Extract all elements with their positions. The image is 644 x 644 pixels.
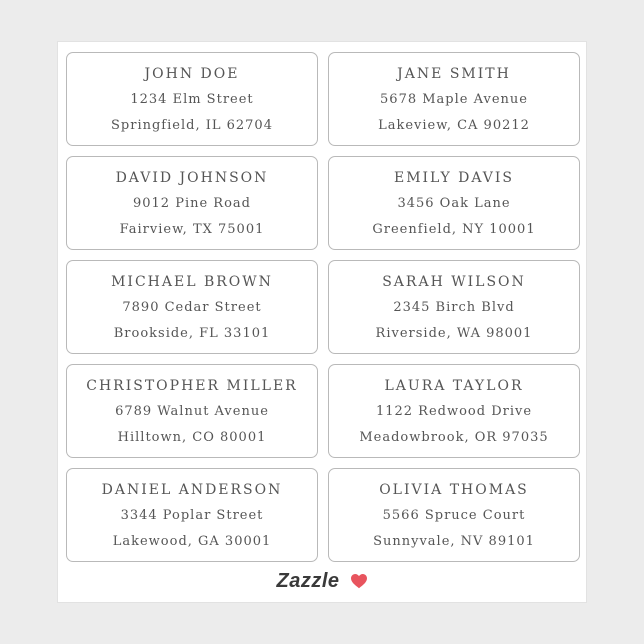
- zazzle-logo: Zazzle: [276, 570, 340, 592]
- label-city: Lakeview, CA 90212: [378, 118, 530, 133]
- label-grid: [66, 52, 580, 562]
- label-name: OLIVIA THOMAS: [379, 482, 529, 498]
- brand-footer: [58, 566, 586, 596]
- label-street: 5566 Spruce Court: [382, 508, 526, 523]
- label-name: JOHN DOE: [144, 66, 240, 82]
- label-city: Greenfield, NY 10001: [372, 222, 536, 237]
- address-label: [66, 364, 318, 458]
- address-label: [328, 260, 580, 354]
- address-label: [66, 52, 318, 146]
- heart-icon: [350, 573, 368, 589]
- label-street: 3344 Poplar Street: [120, 508, 264, 523]
- address-label: [66, 260, 318, 354]
- label-name: EMILY DAVIS: [393, 170, 515, 186]
- label-city: Springfield, IL 62704: [111, 118, 273, 133]
- label-city: Lakewood, GA 30001: [112, 534, 272, 549]
- address-label: [328, 364, 580, 458]
- address-label: [328, 156, 580, 250]
- label-name: SARAH WILSON: [382, 274, 526, 290]
- label-street: 5678 Maple Avenue: [380, 92, 528, 107]
- label-city: Riverside, WA 98001: [375, 326, 533, 341]
- address-label: [328, 52, 580, 146]
- label-street: 1234 Elm Street: [130, 92, 254, 107]
- label-city: Fairview, TX 75001: [119, 222, 265, 237]
- label-city: Brookside, FL 33101: [113, 326, 271, 341]
- address-label: [66, 468, 318, 562]
- label-city: Sunnyvale, NV 89101: [373, 534, 535, 549]
- label-city: Meadowbrook, OR 97035: [359, 430, 549, 445]
- label-name: JANE SMITH: [397, 66, 511, 82]
- address-label: [328, 468, 580, 562]
- label-name: DANIEL ANDERSON: [101, 482, 283, 498]
- label-street: 7890 Cedar Street: [122, 300, 262, 315]
- label-street: 3456 Oak Lane: [397, 196, 511, 211]
- label-city: Hilltown, CO 80001: [117, 430, 267, 445]
- label-name: LAURA TAYLOR: [384, 378, 524, 394]
- label-street: 1122 Redwood Drive: [375, 404, 533, 419]
- label-name: DAVID JOHNSON: [115, 170, 269, 186]
- label-street: 9012 Pine Road: [132, 196, 251, 211]
- label-name: CHRISTOPHER MILLER: [86, 378, 298, 394]
- label-name: MICHAEL BROWN: [111, 274, 273, 290]
- label-street: 2345 Birch Blvd: [393, 300, 515, 315]
- address-label: [66, 156, 318, 250]
- label-street: 6789 Walnut Avenue: [115, 404, 269, 419]
- label-sheet: [58, 42, 586, 602]
